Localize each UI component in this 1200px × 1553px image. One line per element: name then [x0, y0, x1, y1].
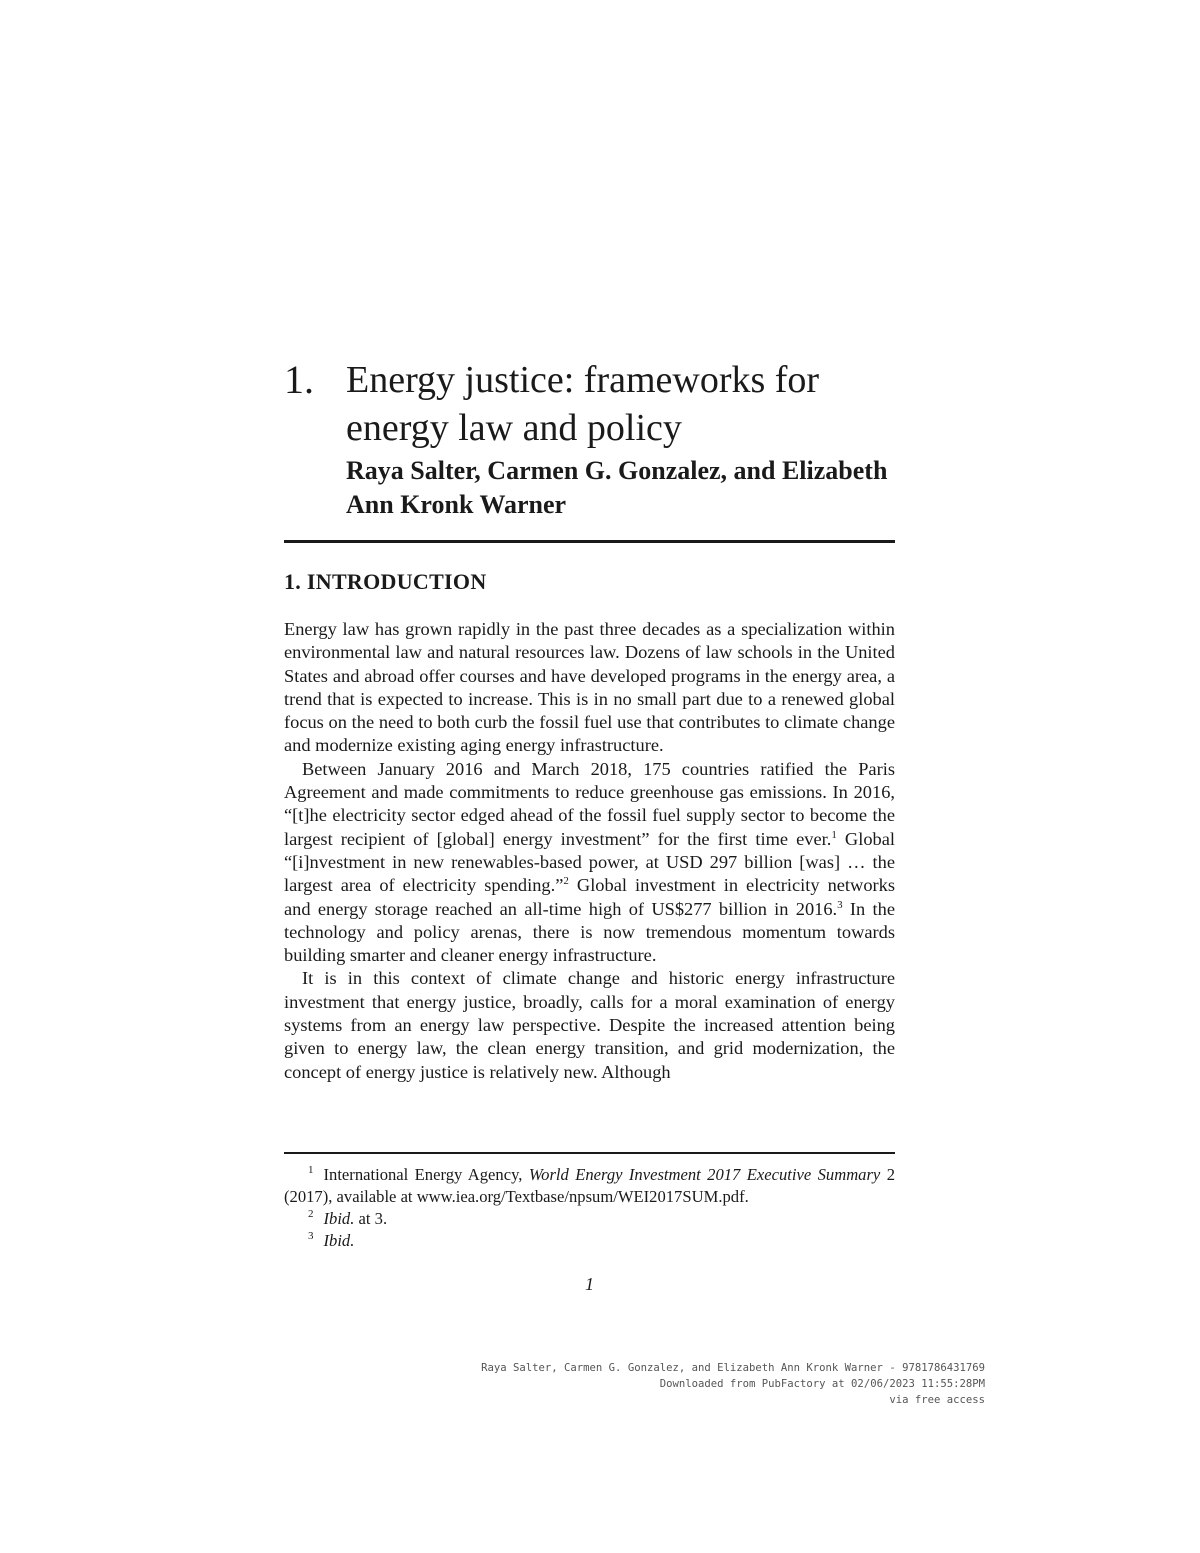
- footnote-text: International Energy Agency,: [323, 1165, 529, 1184]
- body-text: [284, 618, 895, 1084]
- footnote-italic-title: Ibid.: [323, 1231, 355, 1250]
- footnote-3: [284, 1230, 895, 1252]
- header-divider: [284, 540, 895, 543]
- paragraph-2-part-a: Between January 2016 and March 2018, 175 countries ratified the Paris Agreement and made commitments to reduce greenhouse gas emissions. In 2016, “[t]he electricity sector edged ahead of the fossil fuel supply sector to become the largest recipient of [global] energy investment” for the first time ever.: [284, 758, 895, 849]
- footnote-text: at 3.: [354, 1209, 388, 1228]
- paragraph-2-part-b: Global “[i]nvestment in new renewables-based power, at USD 297 billion [was] … the largest area of electricity spending.”: [284, 828, 895, 896]
- chapter-authors: Raya Salter, Carmen G. Gonzalez, and Elizabeth Ann Kronk Warner: [346, 456, 888, 519]
- chapter-title: Energy justice: frameworks for energy law and policy: [346, 359, 820, 449]
- page-number: 1: [585, 1274, 594, 1294]
- footnote-italic-title: Ibid.: [323, 1209, 355, 1228]
- footnote-ref-2[interactable]: 2: [563, 875, 569, 888]
- paragraph-1: Energy law has grown rapidly in the past three decades as a specialization within environmental law and natural resources law. Dozens of law schools in the United States and abroad offer courses and have developed programs in the energy area, a trend that is expected to increase. This is in no small part due to a renewed global focus on the need to both curb the fossil fuel use that contributes to climate change and modernize existing aging energy infrastructure.: [284, 619, 895, 756]
- paragraph-2: [284, 758, 895, 968]
- footnote-mark: 3: [308, 1230, 314, 1243]
- footnote-mark: 1: [308, 1164, 314, 1177]
- paragraph-2-part-d: In the technology and policy arenas, there is now tremendous momentum towards building smarter and cleaner energy infrastructure.: [284, 898, 895, 966]
- footnote-mark: 2: [308, 1208, 314, 1221]
- stamp-line-access: via free access: [889, 1394, 985, 1406]
- footnote-ref-3[interactable]: 3: [837, 898, 843, 911]
- stamp-line-download: Downloaded from PubFactory at 02/06/2023 11:55:28PM: [659, 1378, 985, 1390]
- paragraph-2-part-c: Global investment in electricity networks and energy storage reached an all-time high of US$277 billion in 2016.: [284, 875, 895, 919]
- download-stamp: [481, 1360, 985, 1408]
- chapter-number: 1.: [284, 357, 314, 402]
- footnote-divider: [284, 1152, 895, 1154]
- footnote-text: 2 (2017), available at www.iea.org/Textbase/npsum/WEI2017SUM.pdf.: [284, 1165, 895, 1206]
- footnote-italic-title: World Energy Investment 2017 Executive Summary: [528, 1165, 881, 1184]
- footnote-1: [284, 1164, 895, 1208]
- paragraph-3: It is in this context of climate change and historic energy infrastructure investment that energy justice, broadly, calls for a moral examination of energy systems from an energy law perspective. Despite the increased attention being given to energy law, the clean energy transition, and grid modernization, the concept of energy justice is relatively new. Although: [284, 968, 895, 1082]
- section-heading: 1. INTRODUCTION: [284, 569, 487, 594]
- footnote-ref-1[interactable]: 1: [831, 828, 837, 841]
- stamp-line-authors: Raya Salter, Carmen G. Gonzalez, and Elizabeth Ann Kronk Warner - 9781786431769: [481, 1362, 985, 1374]
- footnote-2: [284, 1208, 895, 1230]
- footnotes: [284, 1164, 895, 1252]
